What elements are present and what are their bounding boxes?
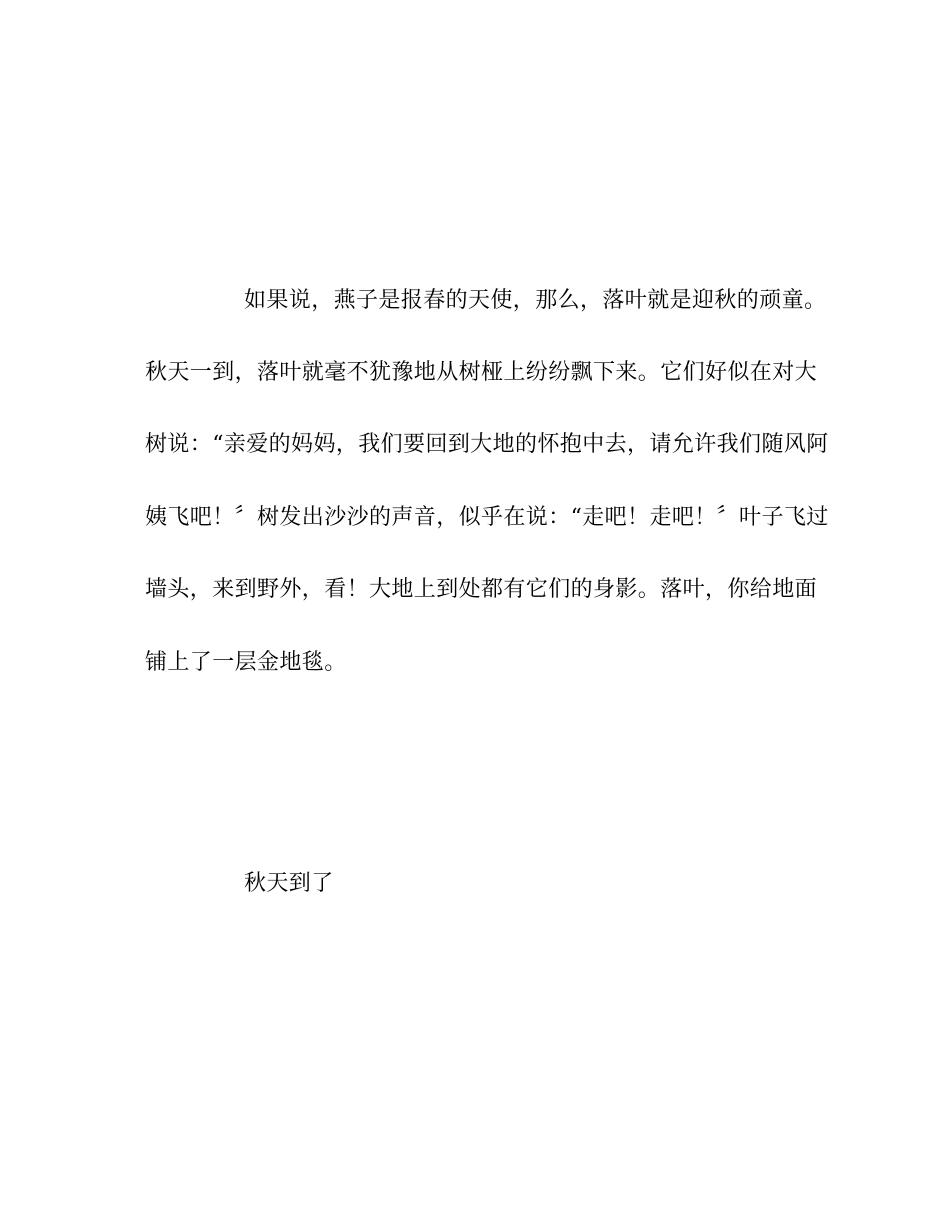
paragraph-line-2: 秋天一到，落叶就毫不犹豫地从树桠上纷纷飘下来。它们好似在对大: [145, 360, 818, 385]
section-heading: 秋天到了: [244, 871, 334, 896]
paragraph-line-5: 墙头，来到野外，看！大地上到处都有它们的身影。落叶，你给地面: [145, 577, 818, 602]
paragraph-line-6: 铺上了一层金地毯。: [145, 650, 347, 675]
paragraph-line-3: 树说：“亲爱的妈妈，我们要回到大地的怀抱中去，请允许我们随风阿: [145, 432, 829, 457]
paragraph-line-1: 如果说，燕子是报春的天使，那么，落叶就是迎秋的顽童。: [244, 288, 827, 313]
paragraph-line-4: 姨飞吧！〞树发出沙沙的声音，似乎在说：“走吧！走吧！〞叶子飞过: [145, 505, 829, 530]
